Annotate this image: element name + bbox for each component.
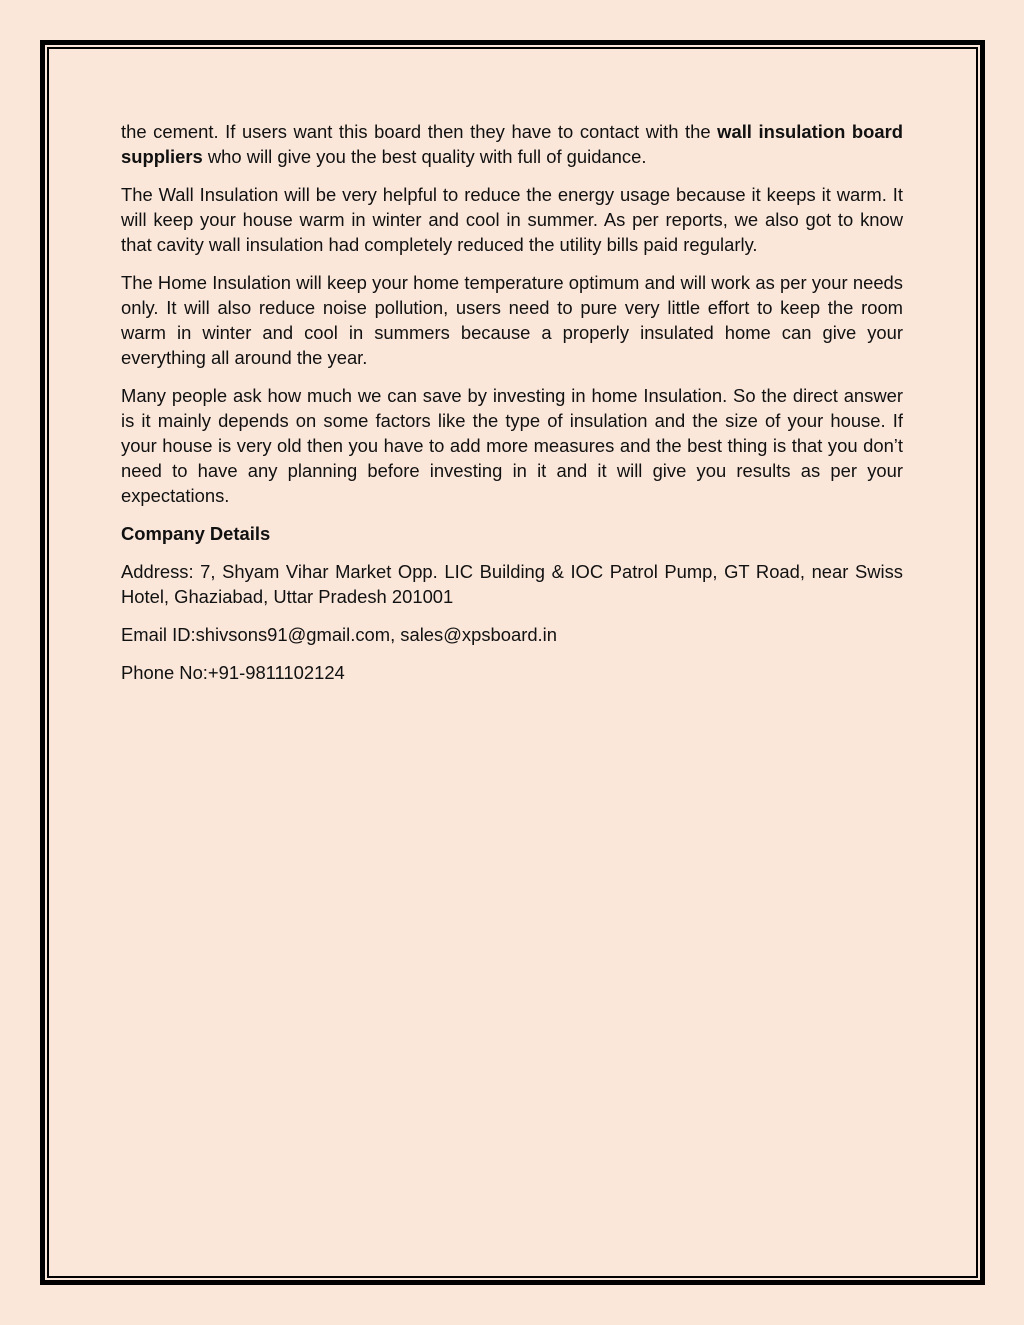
document-body bbox=[121, 119, 903, 698]
bold-wall-insulation-board-suppliers: wall insulation board suppliers bbox=[121, 121, 904, 167]
company-address: Address: 7, Shyam Vihar Market Opp. LIC Building & IOC Patrol Pump, GT Road, near Swiss Hotel, Ghaziabad, Uttar Pradesh 201001 bbox=[121, 561, 903, 607]
paragraph-suppliers bbox=[121, 119, 903, 169]
company-details-heading-text: Company Details bbox=[121, 523, 271, 544]
company-email: Email ID:shivsons91@gmail.com, sales@xpsboard.in bbox=[121, 624, 557, 645]
paragraph-suppliers-text-end: who will give you the best quality with full of guidance. bbox=[202, 146, 647, 167]
paragraph-suppliers-text-start: the cement. If users want this board then they have to contact with the bbox=[121, 121, 718, 142]
company-details-heading bbox=[121, 521, 903, 546]
company-phone: Phone No:+91-9811102124 bbox=[121, 662, 345, 683]
paragraph-home-insulation: The Home Insulation will keep your home temperature optimum and will work as per your needs only. It will also reduce noise pollution, users need to pure very little effort to keep the room warm in winter and cool in summers because a properly insulated home can give your everything all around the year. bbox=[121, 272, 903, 368]
paragraph-wall-insulation: The Wall Insulation will be very helpful to reduce the energy usage because it keeps it warm. It will keep your house warm in winter and cool in summer. As per reports, we also got to know that cavity wall insulation had completely reduced the utility bills paid regularly. bbox=[121, 184, 903, 255]
paragraph-savings: Many people ask how much we can save by investing in home Insulation. So the direct answer is it mainly depends on some factors like the type of insulation and the size of your house. If your house is very old then you have to add more measures and the best thing is that you don’t need to have any planning before investing in it and it will give you results as per your expectations. bbox=[121, 385, 903, 506]
